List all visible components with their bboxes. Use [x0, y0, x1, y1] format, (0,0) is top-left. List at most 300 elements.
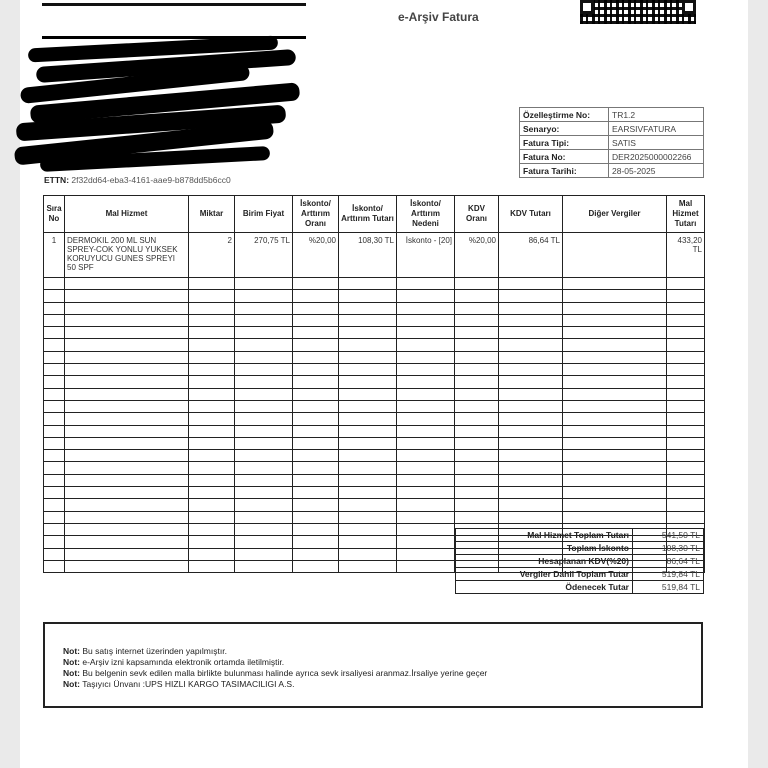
empty-table-row	[44, 290, 705, 302]
empty-cell	[235, 548, 293, 560]
empty-cell	[65, 339, 189, 351]
empty-cell	[65, 450, 189, 462]
empty-cell	[563, 487, 667, 499]
empty-cell	[397, 548, 455, 560]
empty-cell	[339, 511, 397, 523]
empty-cell	[339, 437, 397, 449]
empty-cell	[455, 413, 499, 425]
empty-cell	[235, 450, 293, 462]
empty-cell	[455, 339, 499, 351]
note-text: Bu belgenin sevk edilen malla birlikte bulunması halinde ayrıca sevk irsaliyesi aranmaz.İrsaliye yerine geçer	[82, 668, 488, 678]
empty-cell	[44, 511, 65, 523]
totals-value: 108,30 TL	[633, 542, 704, 555]
note-label: Not:	[63, 646, 80, 656]
empty-cell	[44, 487, 65, 499]
empty-cell	[563, 388, 667, 400]
empty-cell	[339, 548, 397, 560]
empty-cell	[44, 499, 65, 511]
empty-cell	[189, 548, 235, 560]
empty-cell	[293, 474, 339, 486]
empty-cell	[44, 462, 65, 474]
empty-cell	[293, 425, 339, 437]
empty-cell	[667, 437, 705, 449]
col-header: Mal Hizmet	[65, 196, 189, 233]
empty-cell	[455, 376, 499, 388]
empty-cell	[44, 339, 65, 351]
empty-cell	[235, 290, 293, 302]
empty-cell	[667, 413, 705, 425]
empty-cell	[189, 376, 235, 388]
empty-cell	[563, 339, 667, 351]
cell-miktar: 2	[189, 233, 235, 278]
empty-cell	[667, 327, 705, 339]
empty-cell	[455, 450, 499, 462]
top-rule	[42, 3, 306, 6]
empty-cell	[339, 523, 397, 535]
notes-box	[43, 622, 703, 708]
col-header: İskonto/ Arttırım Tutarı	[339, 196, 397, 233]
empty-table-row	[44, 376, 705, 388]
empty-cell	[339, 327, 397, 339]
empty-cell	[65, 474, 189, 486]
empty-cell	[455, 511, 499, 523]
meta-value: SATIS	[609, 136, 704, 150]
empty-cell	[65, 462, 189, 474]
empty-cell	[293, 548, 339, 560]
empty-cell	[397, 560, 455, 572]
empty-cell	[235, 400, 293, 412]
empty-cell	[499, 499, 563, 511]
empty-cell	[44, 560, 65, 572]
cell-iskonto-nedeni: İskonto - [20]	[397, 233, 455, 278]
col-header: Mal Hizmet Tutarı	[667, 196, 705, 233]
cell-kdv-tutari: 86,64 TL	[499, 233, 563, 278]
empty-cell	[397, 364, 455, 376]
empty-cell	[339, 487, 397, 499]
empty-cell	[667, 314, 705, 326]
empty-cell	[44, 376, 65, 388]
empty-cell	[499, 400, 563, 412]
empty-cell	[499, 376, 563, 388]
meta-label: Fatura Tarihi:	[520, 164, 609, 178]
empty-cell	[235, 364, 293, 376]
empty-cell	[293, 351, 339, 363]
empty-cell	[499, 302, 563, 314]
empty-cell	[397, 462, 455, 474]
totals-row	[456, 555, 704, 568]
empty-cell	[235, 351, 293, 363]
empty-cell	[563, 314, 667, 326]
note-line	[63, 679, 294, 689]
empty-cell	[235, 425, 293, 437]
note-line	[63, 646, 227, 656]
empty-cell	[44, 437, 65, 449]
empty-cell	[189, 560, 235, 572]
empty-cell	[563, 437, 667, 449]
empty-cell	[65, 511, 189, 523]
empty-cell	[563, 302, 667, 314]
empty-cell	[397, 413, 455, 425]
empty-cell	[65, 400, 189, 412]
empty-cell	[563, 450, 667, 462]
empty-cell	[293, 413, 339, 425]
empty-cell	[44, 302, 65, 314]
empty-cell	[499, 364, 563, 376]
empty-cell	[339, 413, 397, 425]
qr-finder-icon	[682, 0, 696, 14]
empty-cell	[397, 437, 455, 449]
empty-cell	[293, 278, 339, 290]
empty-cell	[65, 376, 189, 388]
empty-cell	[235, 339, 293, 351]
empty-cell	[667, 388, 705, 400]
empty-cell	[563, 499, 667, 511]
empty-cell	[44, 290, 65, 302]
empty-table-row	[44, 302, 705, 314]
empty-cell	[65, 523, 189, 535]
empty-cell	[189, 462, 235, 474]
empty-cell	[499, 487, 563, 499]
empty-cell	[293, 523, 339, 535]
totals-table	[455, 528, 704, 594]
empty-table-row	[44, 314, 705, 326]
empty-cell	[293, 560, 339, 572]
empty-table-row	[44, 351, 705, 363]
note-line	[63, 668, 487, 678]
empty-cell	[65, 548, 189, 560]
empty-cell	[189, 425, 235, 437]
meta-row	[520, 122, 704, 136]
empty-cell	[293, 462, 339, 474]
empty-cell	[44, 351, 65, 363]
empty-cell	[455, 400, 499, 412]
empty-cell	[499, 388, 563, 400]
empty-cell	[235, 511, 293, 523]
empty-cell	[455, 474, 499, 486]
empty-cell	[44, 388, 65, 400]
empty-cell	[563, 400, 667, 412]
empty-cell	[65, 425, 189, 437]
col-header: Sıra No	[44, 196, 65, 233]
col-header: İskonto/ Arttırım Oranı	[293, 196, 339, 233]
empty-cell	[339, 351, 397, 363]
empty-cell	[235, 487, 293, 499]
empty-cell	[65, 302, 189, 314]
cell-birim-fiyat: 270,75 TL	[235, 233, 293, 278]
empty-cell	[499, 425, 563, 437]
table-header-row	[44, 196, 705, 233]
totals-label: Ödenecek Tutar	[456, 581, 633, 594]
empty-cell	[563, 425, 667, 437]
empty-cell	[293, 339, 339, 351]
ettn-label: ETTN:	[44, 175, 70, 185]
empty-cell	[235, 536, 293, 548]
empty-cell	[235, 474, 293, 486]
empty-table-row	[44, 450, 705, 462]
empty-cell	[339, 302, 397, 314]
empty-cell	[44, 536, 65, 548]
items-table	[43, 195, 705, 573]
empty-cell	[293, 487, 339, 499]
cell-kdv-orani: %20,00	[455, 233, 499, 278]
empty-cell	[235, 413, 293, 425]
empty-cell	[189, 413, 235, 425]
empty-table-row	[44, 327, 705, 339]
empty-cell	[293, 499, 339, 511]
empty-cell	[293, 400, 339, 412]
empty-cell	[189, 536, 235, 548]
col-header: İskonto/ Arttırım Nedeni	[397, 196, 455, 233]
empty-cell	[235, 523, 293, 535]
empty-cell	[189, 487, 235, 499]
empty-cell	[397, 536, 455, 548]
empty-cell	[293, 388, 339, 400]
totals-value: 541,50 TL	[633, 529, 704, 542]
empty-cell	[667, 400, 705, 412]
empty-cell	[455, 487, 499, 499]
totals-label: Vergiler Dahil Toplam Tutar	[456, 568, 633, 581]
meta-label: Senaryo:	[520, 122, 609, 136]
empty-cell	[499, 511, 563, 523]
empty-cell	[499, 327, 563, 339]
empty-cell	[339, 474, 397, 486]
empty-cell	[667, 278, 705, 290]
empty-cell	[44, 450, 65, 462]
empty-cell	[65, 351, 189, 363]
empty-cell	[499, 413, 563, 425]
col-header: KDV Tutarı	[499, 196, 563, 233]
cell-sira: 1	[44, 233, 65, 278]
empty-cell	[44, 327, 65, 339]
empty-cell	[65, 388, 189, 400]
empty-cell	[455, 302, 499, 314]
empty-table-row	[44, 425, 705, 437]
empty-cell	[189, 388, 235, 400]
empty-cell	[44, 400, 65, 412]
totals-label: Toplam İskonto	[456, 542, 633, 555]
empty-cell	[65, 290, 189, 302]
empty-cell	[397, 474, 455, 486]
cell-iskonto-tutari: 108,30 TL	[339, 233, 397, 278]
meta-label: Fatura Tipi:	[520, 136, 609, 150]
empty-cell	[339, 462, 397, 474]
empty-cell	[189, 302, 235, 314]
cell-diger-vergiler	[563, 233, 667, 278]
totals-value: 519,84 TL	[633, 568, 704, 581]
empty-cell	[397, 400, 455, 412]
empty-cell	[667, 364, 705, 376]
empty-cell	[667, 511, 705, 523]
empty-cell	[499, 474, 563, 486]
qr-finder-icon	[580, 0, 594, 14]
empty-cell	[563, 351, 667, 363]
empty-cell	[339, 376, 397, 388]
empty-cell	[65, 499, 189, 511]
empty-cell	[235, 437, 293, 449]
empty-cell	[189, 364, 235, 376]
empty-cell	[397, 450, 455, 462]
empty-cell	[563, 278, 667, 290]
invoice-meta-table	[519, 107, 704, 178]
empty-cell	[293, 364, 339, 376]
empty-cell	[667, 487, 705, 499]
empty-table-row	[44, 462, 705, 474]
empty-cell	[189, 437, 235, 449]
empty-cell	[44, 474, 65, 486]
empty-cell	[397, 314, 455, 326]
empty-cell	[455, 462, 499, 474]
empty-cell	[339, 536, 397, 548]
totals-value: 519,84 TL	[633, 581, 704, 594]
note-line	[63, 657, 284, 667]
empty-cell	[189, 351, 235, 363]
totals-value: 86,64 TL	[633, 555, 704, 568]
totals-row	[456, 542, 704, 555]
empty-cell	[189, 290, 235, 302]
empty-cell	[499, 278, 563, 290]
meta-row	[520, 164, 704, 178]
empty-table-row	[44, 339, 705, 351]
empty-cell	[339, 499, 397, 511]
empty-table-row	[44, 400, 705, 412]
empty-cell	[667, 351, 705, 363]
empty-cell	[65, 437, 189, 449]
empty-cell	[189, 400, 235, 412]
empty-cell	[339, 388, 397, 400]
empty-cell	[293, 302, 339, 314]
empty-cell	[667, 290, 705, 302]
totals-label: Hesaplanan KDV(%20)	[456, 555, 633, 568]
meta-row	[520, 150, 704, 164]
empty-cell	[563, 364, 667, 376]
meta-label: Özelleştirme No:	[520, 108, 609, 122]
empty-cell	[397, 511, 455, 523]
empty-cell	[667, 450, 705, 462]
empty-cell	[235, 560, 293, 572]
empty-cell	[339, 364, 397, 376]
empty-cell	[667, 474, 705, 486]
qr-code-icon	[580, 0, 696, 24]
empty-cell	[563, 376, 667, 388]
empty-cell	[499, 351, 563, 363]
table-row	[44, 233, 705, 278]
col-header: Diğer Vergiler	[563, 196, 667, 233]
empty-cell	[339, 400, 397, 412]
empty-cell	[189, 450, 235, 462]
empty-table-row	[44, 499, 705, 511]
empty-cell	[65, 487, 189, 499]
empty-cell	[235, 278, 293, 290]
empty-cell	[189, 339, 235, 351]
empty-cell	[189, 314, 235, 326]
empty-cell	[189, 327, 235, 339]
cell-iskonto-orani: %20,00	[293, 233, 339, 278]
empty-cell	[455, 278, 499, 290]
empty-cell	[189, 523, 235, 535]
meta-row	[520, 136, 704, 150]
empty-table-row	[44, 278, 705, 290]
empty-cell	[563, 327, 667, 339]
empty-cell	[499, 437, 563, 449]
empty-cell	[499, 462, 563, 474]
empty-cell	[339, 278, 397, 290]
empty-cell	[235, 314, 293, 326]
empty-cell	[455, 437, 499, 449]
empty-cell	[397, 523, 455, 535]
cell-mal-hizmet: DERMOKIL 200 ML SUN SPREY-COK YONLU YUKSEK KORUYUCU GUNES SPREYI 50 SPF	[65, 233, 189, 278]
empty-cell	[397, 487, 455, 499]
empty-cell	[667, 302, 705, 314]
empty-cell	[65, 413, 189, 425]
note-text: e-Arşiv izni kapsamında elektronik ortamda iletilmiştir.	[82, 657, 285, 667]
empty-cell	[65, 327, 189, 339]
empty-cell	[667, 499, 705, 511]
empty-cell	[65, 314, 189, 326]
ettn-line	[44, 175, 231, 185]
col-header: Miktar	[189, 196, 235, 233]
empty-table-row	[44, 413, 705, 425]
empty-cell	[235, 327, 293, 339]
totals-row	[456, 568, 704, 581]
empty-cell	[339, 314, 397, 326]
empty-cell	[397, 425, 455, 437]
meta-value: TR1.2	[609, 108, 704, 122]
meta-value: DER2025000002266	[609, 150, 704, 164]
empty-cell	[44, 523, 65, 535]
note-label: Not:	[63, 679, 80, 689]
empty-cell	[667, 462, 705, 474]
meta-value: 28-05-2025	[609, 164, 704, 178]
empty-cell	[293, 511, 339, 523]
empty-cell	[397, 351, 455, 363]
empty-cell	[44, 548, 65, 560]
empty-cell	[44, 425, 65, 437]
empty-cell	[397, 327, 455, 339]
empty-cell	[65, 560, 189, 572]
empty-cell	[455, 425, 499, 437]
empty-cell	[189, 474, 235, 486]
empty-cell	[65, 536, 189, 548]
empty-cell	[339, 290, 397, 302]
empty-cell	[235, 462, 293, 474]
empty-cell	[339, 339, 397, 351]
totals-row	[456, 581, 704, 594]
empty-cell	[455, 364, 499, 376]
empty-cell	[455, 290, 499, 302]
empty-table-row	[44, 364, 705, 376]
document-title: e-Arşiv Fatura	[398, 10, 479, 24]
ettn-value: 2f32dd64-eba3-4161-aae9-b878dd5b6cc0	[71, 175, 231, 185]
empty-cell	[667, 376, 705, 388]
empty-cell	[44, 278, 65, 290]
empty-cell	[455, 388, 499, 400]
cell-tutar: 433,20 TL	[667, 233, 705, 278]
col-header: Birim Fiyat	[235, 196, 293, 233]
empty-cell	[44, 364, 65, 376]
empty-cell	[235, 376, 293, 388]
empty-cell	[65, 364, 189, 376]
empty-cell	[339, 450, 397, 462]
empty-cell	[397, 278, 455, 290]
empty-cell	[397, 499, 455, 511]
empty-cell	[293, 450, 339, 462]
empty-cell	[563, 462, 667, 474]
empty-cell	[44, 413, 65, 425]
empty-cell	[397, 376, 455, 388]
empty-cell	[44, 314, 65, 326]
totals-row	[456, 529, 704, 542]
empty-cell	[499, 339, 563, 351]
